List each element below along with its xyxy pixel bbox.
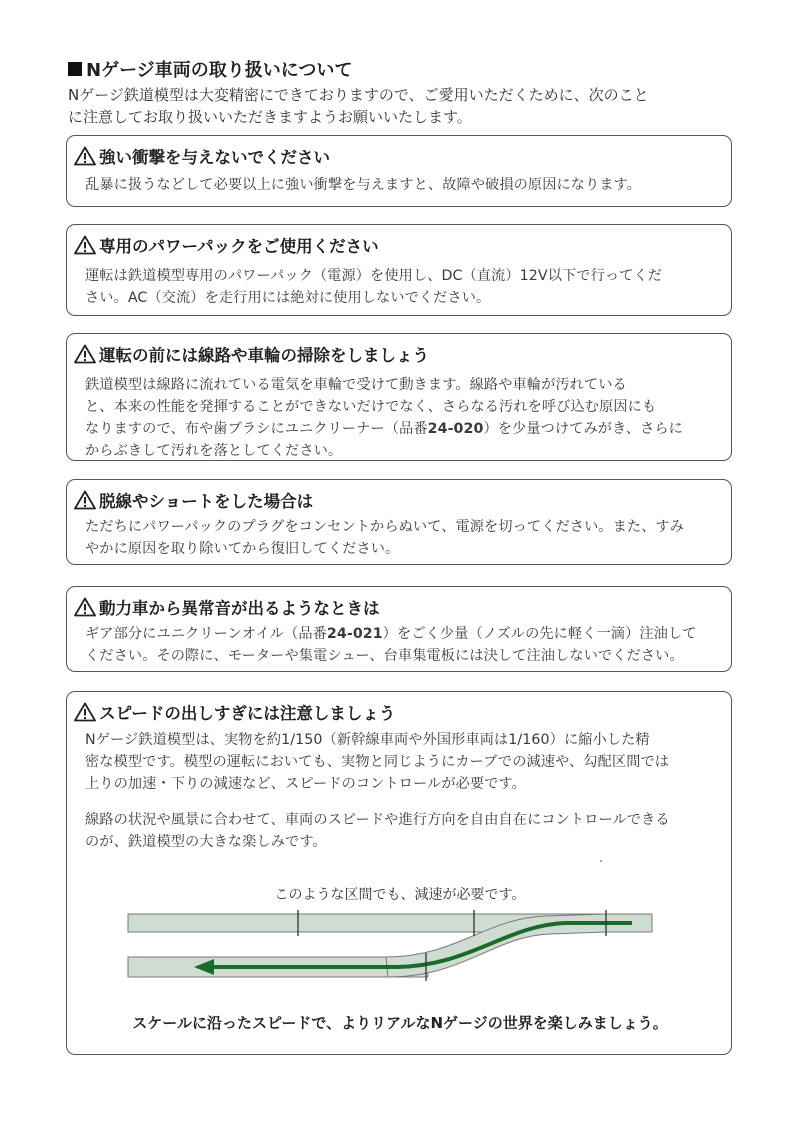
section-cleaning: [66, 333, 732, 461]
body-line: やかに原因を取り除いてから復旧してください。: [85, 541, 400, 557]
body-line: Nゲージ鉄道模型は、実物を約1/150（新幹線車両や外国形車両は1/160）に縮小した精: [85, 732, 650, 748]
body-line: さい。AC（交流）を走行用には絶対に使用しないでください。: [85, 290, 491, 306]
body-text: ギア部分にユニクリーンオイル（品番: [85, 626, 327, 642]
section-title: [74, 700, 395, 724]
section-body: [85, 174, 723, 196]
product-number: 24-021: [326, 626, 383, 642]
body-text: ）を少量つけてみがき、さらに: [483, 421, 683, 437]
section-title: [74, 233, 379, 257]
heading-square-icon: [68, 62, 82, 76]
warning-icon: [74, 146, 96, 166]
body-line: [85, 623, 723, 645]
section-body: [85, 265, 723, 309]
body-line: 鉄道模型は線路に流れている電気を車輪で受けて動きます。線路や車輪が汚れている: [85, 377, 627, 393]
section-title-text: 強い衝撃を与えないでください: [99, 148, 330, 167]
section-impact: [66, 135, 732, 207]
page-heading: [68, 56, 352, 82]
diagram-caption: このような区間でも、減速が必要です。: [274, 887, 526, 903]
body-line: 線路の状況や風景に合わせて、車両のスピードや進行方向を自由自在にコントロールできる: [85, 812, 670, 828]
section-title: [74, 144, 330, 168]
body-line: 運転は鉄道模型専用のパワーパック（電源）を使用し、DC（直流）12V以下で行ってくだ: [85, 268, 663, 284]
warning-icon: [74, 490, 96, 510]
body-line: 上りの加速・下りの減速など、スピードのコントロールが必要です。: [85, 776, 526, 792]
section-title-text: スピードの出しすぎには注意しましょう: [99, 704, 396, 723]
intro-line-2: に注意してお取り扱いいただきますようお願いいたします。: [68, 108, 472, 126]
body-line: 乱暴に扱うなどして必要以上に強い衝撃を与えますと、故障や破損の原因になります。: [85, 177, 642, 193]
print-speck: [600, 860, 602, 862]
section-title-text: 専用のパワーパックをご使用ください: [99, 237, 379, 256]
section-abnormal-noise: [66, 586, 732, 672]
section-title-text: 運転の前には線路や車輪の掃除をしましょう: [99, 346, 429, 365]
body-line: ください。その際に、モーターや集電シュー、台車集電板には決して注油しないでください。: [85, 648, 684, 664]
intro-line-1: Nゲージ鉄道模型は大変精密にできておりますので、ご愛用いただくために、次のこと: [68, 86, 649, 104]
heading-text: Nゲージ車両の取り扱いについて: [86, 60, 353, 81]
section-derail-short: [66, 479, 732, 565]
warning-icon: [74, 344, 96, 364]
section-title-text: 動力車から異常音が出るようなときは: [99, 599, 380, 618]
section-power-pack: [66, 224, 732, 316]
section-body: [85, 729, 723, 853]
warning-icon: [74, 597, 96, 617]
body-line: [85, 418, 723, 440]
warning-icon: [74, 702, 96, 722]
closing-line: スケールに沿ったスピードで、よりリアルなNゲージの世界を楽しみましょう。: [132, 1014, 668, 1032]
body-line: ただちにパワーパックのプラグをコンセントからぬいて、電源を切ってください。また、すみ: [85, 519, 685, 535]
body-line: 密な模型です。模型の運転においても、実物と同じようにカーブでの減速や、勾配区間では: [85, 754, 670, 770]
body-line: からぶきして汚れを落としてください。: [85, 443, 343, 459]
section-body: [85, 623, 723, 667]
product-number: 24-020: [427, 421, 484, 437]
section-speed: [66, 691, 732, 1055]
section-title: [74, 342, 429, 366]
body-line: のが、鉄道模型の大きな楽しみです。: [85, 834, 327, 850]
section-title: [74, 488, 313, 512]
body-text: ）をごく少量（ノズルの先に軽く一滴）注油して: [382, 626, 697, 642]
section-title: [74, 595, 380, 619]
warning-icon: [74, 235, 96, 255]
section-title-text: 脱線やショートをした場合は: [99, 492, 314, 511]
paragraph-gap: [85, 795, 723, 809]
intro-paragraph: [68, 84, 738, 128]
section-body: [85, 374, 723, 462]
track-diagram: [126, 908, 656, 984]
section-body: [85, 516, 723, 560]
body-text: なりますので、布や歯ブラシにユニクリーナー（品番: [85, 421, 428, 437]
body-line: と、本来の性能を発揮することができないだけでなく、さらなる汚れを呼び込む原因にも: [85, 399, 657, 415]
